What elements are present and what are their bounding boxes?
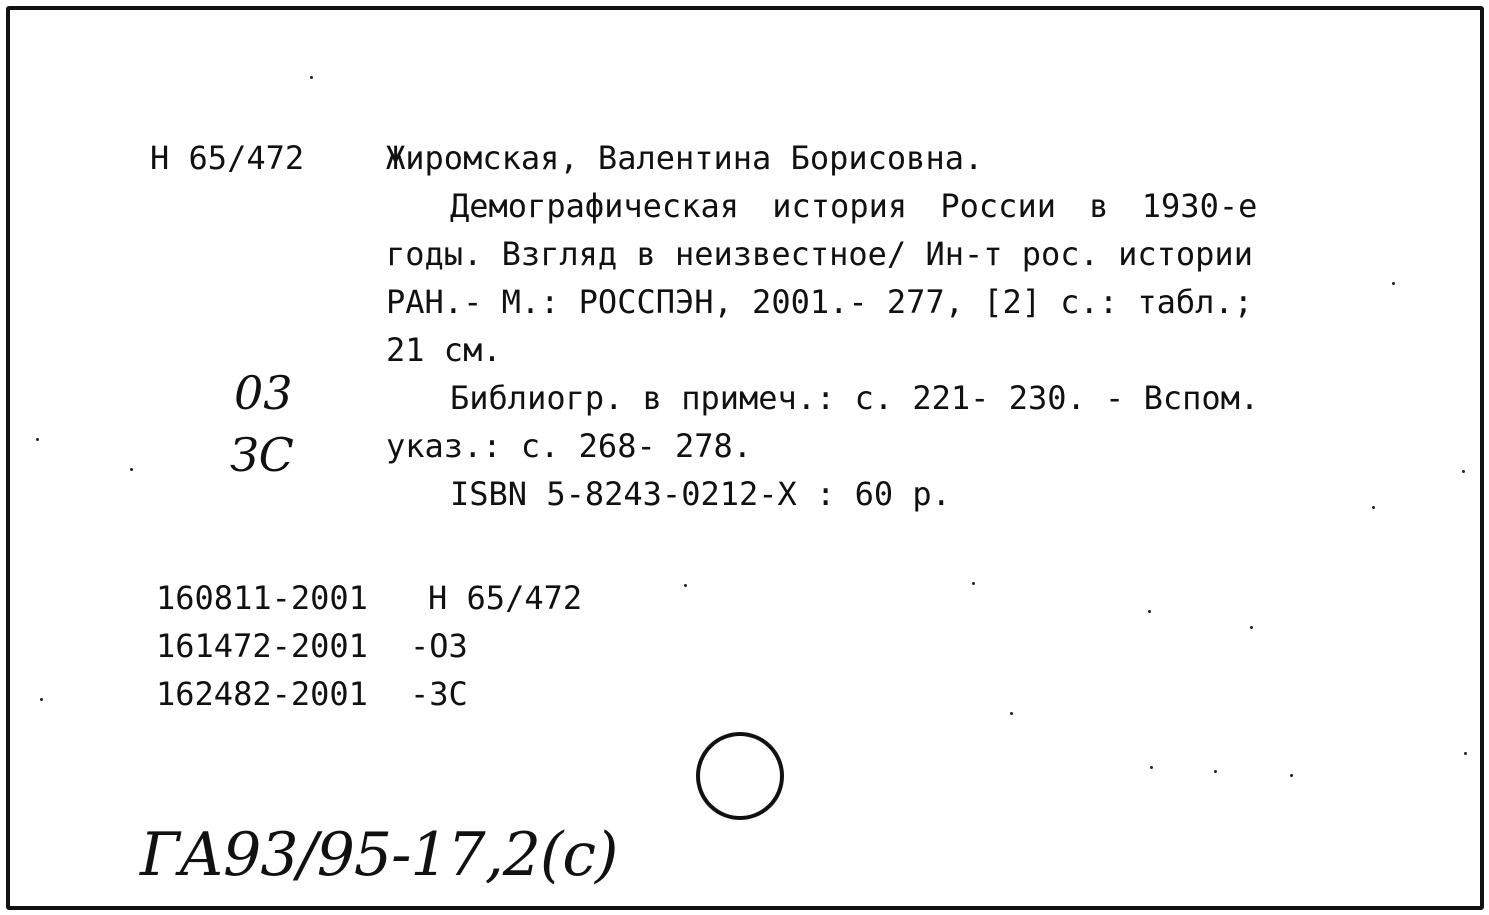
title-line-3: РАН.- М.: РОССПЭН, 2001.- 277, [2] с.: табл.; (386, 283, 1253, 321)
inventory-number: 162482-2001 (156, 675, 368, 713)
title-line-2: годы. Взгляд в неизвестное/ Ин-т рос. истории (386, 235, 1253, 273)
speck (684, 584, 687, 587)
title-line-1: Демографическая история России в 1930-е (450, 187, 1258, 225)
speck (1462, 470, 1465, 473)
speck (1214, 770, 1217, 773)
isbn-price: ISBN 5-8243-0212-X : 60 р. (450, 475, 951, 513)
author-heading: Жиромская, Валентина Борисовна. (386, 139, 984, 177)
speck (1372, 506, 1375, 509)
inventory-location: Н 65/472 (428, 579, 583, 617)
notes-line-1: Библиогр. в примеч.: с. 221- 230. - Вспом. (450, 379, 1260, 417)
speck (1392, 282, 1395, 285)
speck (130, 468, 133, 471)
inventory-location: -ЗС (410, 675, 468, 713)
speck (1010, 712, 1013, 715)
handwritten-code-2: ЗС (230, 428, 294, 482)
speck (36, 438, 39, 441)
speck (1250, 626, 1253, 629)
handwritten-footer: ГА93/95-17,2(с) (140, 820, 618, 890)
speck (1148, 610, 1151, 613)
title-line-4: 21 см. (386, 331, 502, 369)
call-number: Н 65/472 (150, 139, 305, 177)
speck (1290, 774, 1293, 777)
speck (972, 582, 975, 585)
inventory-number: 160811-2001 (156, 579, 368, 617)
speck (1150, 766, 1153, 769)
inventory-number: 161472-2001 (156, 627, 368, 665)
speck (1464, 752, 1467, 755)
speck (40, 698, 43, 701)
notes-line-2: указ.: с. 268- 278. (386, 427, 753, 465)
inventory-location: -ОЗ (410, 627, 468, 665)
catalog-card (6, 6, 1484, 910)
handwritten-code-1: 03 (234, 366, 293, 420)
speck (310, 76, 313, 79)
punch-hole (696, 732, 784, 820)
